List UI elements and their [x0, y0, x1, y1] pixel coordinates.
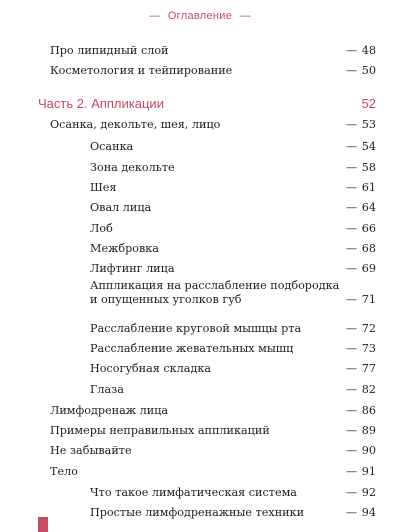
toc-entry[interactable] — [90, 342, 376, 355]
toc-entry[interactable] — [50, 465, 376, 478]
toc-entry-title: Примеры неправильных аппликаций — [50, 424, 270, 437]
toc-entry-dash: — — [346, 506, 358, 519]
toc-entry-page: 73 — [361, 342, 376, 355]
toc-entry-dash: — — [346, 118, 358, 131]
toc-entry[interactable] — [50, 424, 376, 437]
toc-entry[interactable] — [50, 118, 376, 131]
toc-entry-page: 48 — [361, 44, 376, 57]
toc-entry[interactable] — [50, 64, 376, 77]
toc-entry-page: 53 — [361, 118, 376, 131]
toc-entry-page: 92 — [361, 486, 376, 499]
toc-entry[interactable] — [90, 506, 376, 519]
toc-entry-page: 66 — [361, 222, 376, 235]
toc-entry-title: Расслабление жевательных мышц — [90, 342, 294, 355]
toc-entry-title: Косметология и тейпирование — [50, 64, 233, 77]
toc-entry-dash: — — [346, 44, 358, 57]
toc-entry[interactable] — [90, 362, 376, 375]
page-corner-mark — [38, 517, 48, 532]
toc-entry-page: 68 — [361, 242, 376, 255]
toc-entry[interactable] — [90, 383, 376, 396]
toc-entry[interactable] — [90, 322, 376, 335]
toc-entry-page: 72 — [361, 322, 376, 335]
toc-entry-title: Осанка — [90, 140, 134, 153]
toc-entry[interactable] — [90, 279, 376, 307]
toc-entry-title-line1: Аппликация на расслабление подбородка — [90, 279, 340, 292]
toc-entry-page: 71 — [361, 293, 376, 306]
toc-section-title: Часть 2. Аппликации — [38, 96, 164, 111]
header-title: Оглавление — [167, 10, 233, 22]
toc-entry-title: Зона декольте — [90, 161, 175, 174]
toc-entry[interactable] — [50, 444, 376, 457]
toc-entry-dash: — — [346, 342, 358, 355]
toc-entry-title: Носогубная складка — [90, 362, 211, 375]
toc-entry-dash: — — [346, 161, 358, 174]
toc-entry[interactable] — [50, 404, 376, 417]
page-header — [0, 10, 400, 22]
toc-entry-dash: — — [346, 293, 358, 306]
toc-entry-dash: — — [346, 322, 358, 335]
toc-entry-title: Лифтинг лица — [90, 262, 175, 275]
toc-entry-dash: — — [346, 383, 358, 396]
toc-entry-title: Шея — [90, 181, 117, 194]
toc-entry[interactable] — [90, 181, 376, 194]
toc-entry[interactable] — [90, 262, 376, 275]
toc-entry-title: Межбровка — [90, 242, 159, 255]
toc-entry-dash: — — [346, 140, 358, 153]
toc-entry-page: 50 — [361, 64, 376, 77]
toc-entry-page: 61 — [361, 181, 376, 194]
toc-entry-title: Глаза — [90, 383, 124, 396]
toc-entry-dash: — — [346, 444, 358, 457]
toc-entry-title: Не забывайте — [50, 444, 132, 457]
toc-entry-dash: — — [346, 201, 358, 214]
toc-entry-page: 77 — [361, 362, 376, 375]
toc-entry-dash: — — [346, 242, 358, 255]
toc-entry-dash: — — [346, 486, 358, 499]
header-dash-right: — — [239, 10, 251, 22]
toc-entry-page: 90 — [361, 444, 376, 457]
toc-entry[interactable] — [90, 222, 376, 235]
toc-entry-dash: — — [346, 465, 358, 478]
toc-entry-title: Про липидный слой — [50, 44, 169, 57]
toc-entry-title-line2: и опущенных уголков губ — [90, 293, 242, 306]
toc-entry-dash: — — [346, 181, 358, 194]
toc-entry-dash: — — [346, 262, 358, 275]
toc-entry-dash: — — [346, 362, 358, 375]
toc-entry-page: 94 — [361, 506, 376, 519]
toc-entry-page: 91 — [361, 465, 376, 478]
toc-entry-page: 82 — [361, 383, 376, 396]
toc-entry-title: Расслабление круговой мышцы рта — [90, 322, 302, 335]
toc-entry-title: Осанка, декольте, шея, лицо — [50, 118, 221, 131]
toc-entry-dash: — — [346, 404, 358, 417]
toc-entry-page: 69 — [361, 262, 376, 275]
toc-entry-title: Простые лимфодренажные техники — [90, 506, 305, 519]
toc-entry-page: 58 — [361, 161, 376, 174]
toc-entry[interactable] — [90, 161, 376, 174]
toc-section[interactable] — [38, 96, 376, 111]
toc-entry-page: 89 — [361, 424, 376, 437]
toc-entry-title: Овал лица — [90, 201, 152, 214]
toc-entry-title: Что такое лимфатическая система — [90, 486, 297, 499]
toc-entry-title-multiline — [90, 279, 346, 307]
toc-entry[interactable] — [90, 486, 376, 499]
toc-entry[interactable] — [50, 44, 376, 57]
toc-entry[interactable] — [90, 140, 376, 153]
toc-entry-dash: — — [346, 424, 358, 437]
toc-entry-dash: — — [346, 64, 358, 77]
toc-section-page: 52 — [361, 96, 376, 111]
toc-entry[interactable] — [90, 242, 376, 255]
toc-entry-page: 54 — [361, 140, 376, 153]
toc-entry-page: 64 — [361, 201, 376, 214]
toc-entry-page: 86 — [361, 404, 376, 417]
header-dash-left: — — [149, 10, 161, 22]
toc-entry[interactable] — [90, 201, 376, 214]
toc-entry-title: Лоб — [90, 222, 113, 235]
toc-entry-dash: — — [346, 222, 358, 235]
toc-entry-title: Лимфодренаж лица — [50, 404, 169, 417]
toc-entry-title: Тело — [50, 465, 78, 478]
